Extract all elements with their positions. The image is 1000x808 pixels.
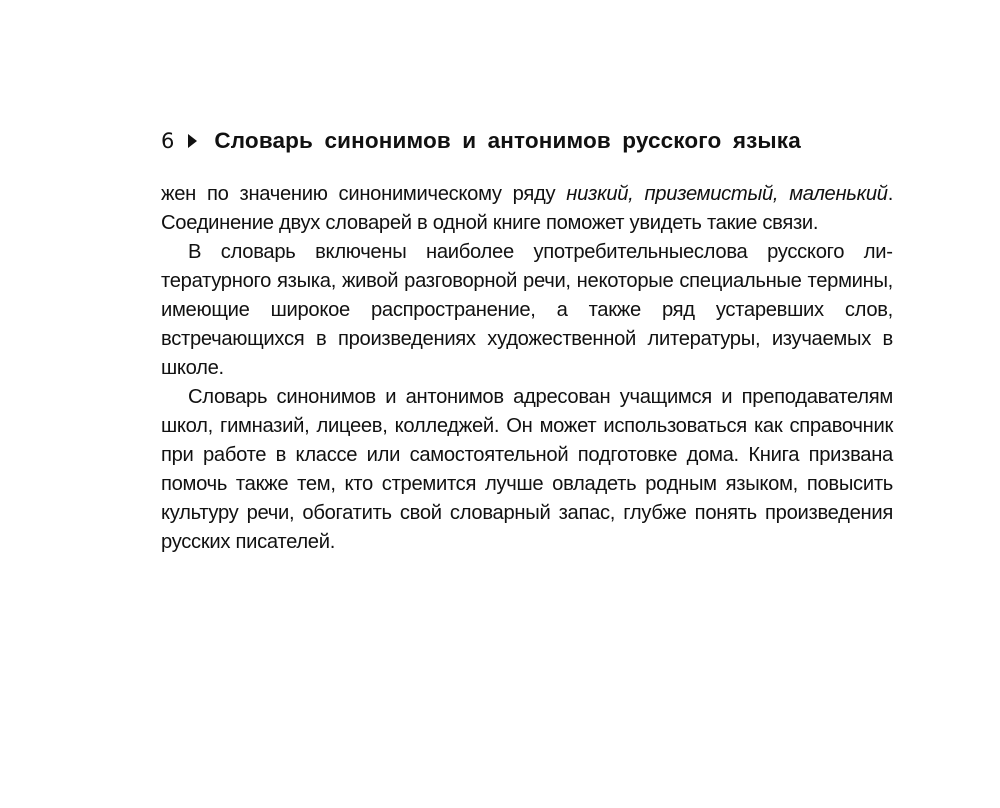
triangle-right-icon xyxy=(188,134,197,148)
page-number: 6 xyxy=(161,129,175,153)
body-text xyxy=(161,180,893,557)
paragraph-1-text-after: . Соединение двух словарей в одной книге поможет увидеть такие связи. xyxy=(161,183,893,234)
paragraph-2: В словарь включены наиболее употребительныеслова русского литературного языка, живой разговорной речи, некоторые специальные термины, имеющие широкое распространение, а также ряд устаревших слов, встречающихся в произведениях художественной литературы, изучаемых в школе. xyxy=(161,241,893,379)
paragraph-1-text-before: жен по значению синонимическому ряду xyxy=(161,183,567,205)
italic-examples: низкий, приземистый, маленький xyxy=(566,183,888,205)
paragraph-1 xyxy=(161,180,893,238)
book-title: Словарь синонимов и антонимов русского языка xyxy=(214,128,801,153)
paragraph-3: Словарь синонимов и антонимов адресован учащимся и преподавателям школ, гимназий, лицеев, колледжей. Он может использоваться как справочник при работе в классе или самостоятельной подготовке дома. Книга призвана помочь также тем, кто стремится лучше овладеть родным языком, повысить культуру речи, обогатить свой словарный запас, глубже понять произведения русских писателей. xyxy=(161,386,893,553)
running-head xyxy=(161,125,901,157)
